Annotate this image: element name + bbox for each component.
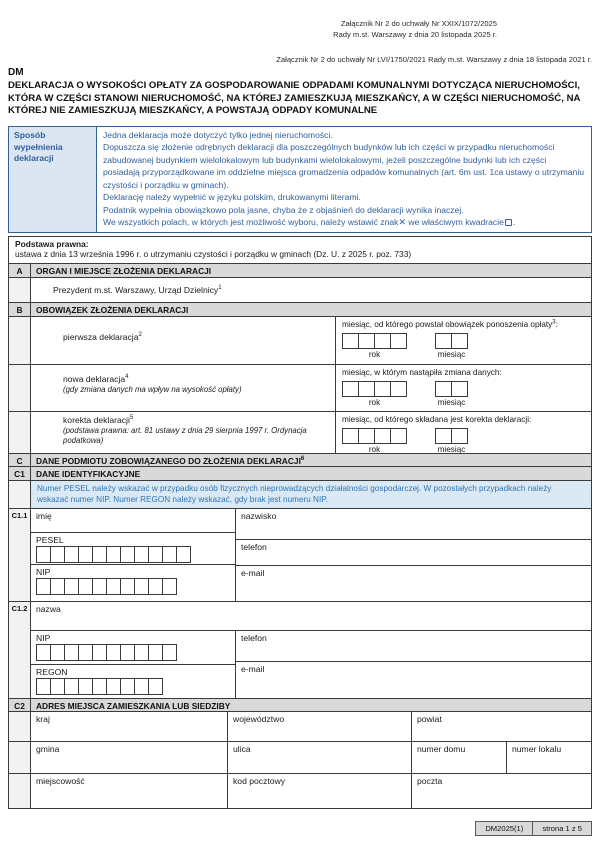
section-b-header	[9, 302, 591, 316]
new-declaration-date-label: miesiąc, w którym nastąpiła zmiana danych:	[342, 368, 502, 377]
correction-month-boxes[interactable]	[435, 428, 468, 444]
section-c2-title: ADRES MIEJSCA ZAMIESZKANIA LUB SIEDZIBY	[36, 701, 231, 711]
section-c2-header	[9, 698, 591, 711]
section-a-empty-cell	[9, 278, 31, 302]
form-id-badge: DM2025(1)	[475, 821, 533, 836]
page-number-badge: strona 1 z 5	[532, 821, 592, 836]
street-field[interactable]: ulica	[227, 742, 411, 773]
c11-code: C1.1	[9, 509, 31, 601]
first-declaration-option[interactable]: pierwsza deklaracja$^2$	[31, 317, 336, 364]
company-email-field[interactable]: e-mail	[236, 661, 591, 698]
pesel-note-row	[9, 480, 591, 508]
attachment-note-1-line1: Załącznik Nr 2 do uchwały Nr XXIX/1072/2025	[340, 19, 497, 28]
attachment-note-1-line2: Rady m.st. Warszawy z dnia 20 listopada 2025 r.	[333, 29, 497, 39]
instructions-text	[97, 127, 591, 232]
instructions-line-3: Deklarację należy wypełnić w języku polskim, drukowanymi literami.	[103, 192, 361, 203]
section-b-letter: B	[9, 303, 31, 316]
section-c2-letter: C2	[9, 699, 31, 711]
company-nip-boxes[interactable]	[36, 644, 235, 661]
instructions-line-2: Dopuszcza się złożenie odrębnych deklaracji dla poszczególnych budynków lub ich części w przypadku nieruchomości zabudowanej budynkiem wielolokalowym lub budynkami wielolokalowymi, jeżeli poszczególne budynki lub ich części posiadają przyporządkowane im oddzielne miejsca gromadzenia odpadów komunalnych (art. 6m ust. 1ca ustawy o utrzymaniu czystości i porządku w gminach).	[103, 142, 585, 190]
company-identification-block	[9, 601, 591, 698]
instructions-line-4: Podatnik wypełnia obowiązkowo pola jasne, chyba że z objaśnień do deklaracji wynika inaczej.	[103, 204, 464, 215]
address-row-1	[9, 711, 591, 741]
section-c-header	[9, 453, 591, 466]
nip-boxes[interactable]	[36, 578, 235, 595]
checkbox-icon	[505, 219, 512, 226]
pesel-boxes[interactable]	[36, 546, 235, 563]
email-field[interactable]: e-mail	[236, 565, 591, 601]
last-name-field[interactable]: nazwisko	[241, 511, 277, 521]
c12-code: C1.2	[9, 602, 31, 698]
new-declaration-year-boxes[interactable]	[342, 381, 407, 397]
page-title: DEKLARACJA O WYSOKOŚCI OPŁATY ZA GOSPODAROWANIE ODPADAMI KOMUNALNYMI DOTYCZĄCA NIERUCHOMOŚCI, KTÓRA W CZĘŚCI STANOWI NIERUCHOMOŚĆ, NA KTÓREJ ZAMIESZKUJĄ MIESZKAŃCY, A W CZĘŚCI NIERUCHOMOŚĆ, NA KTÓREJ NIE ZAMIESZKUJĄ MIESZKAŃCY, A POWSTAJĄ ODPADY KOMUNALNE	[8, 80, 581, 117]
address-row-3	[9, 773, 591, 808]
month-label: miesiąc	[437, 444, 466, 454]
year-label: rok	[368, 397, 381, 407]
company-name-field[interactable]: nazwa	[36, 604, 61, 614]
correction-year-boxes[interactable]	[342, 428, 407, 444]
legal-basis-label: Podstawa prawna:	[15, 239, 89, 249]
x-mark-icon: ✕	[398, 217, 407, 228]
country-field[interactable]: kraj	[36, 714, 50, 724]
first-declaration-month-boxes[interactable]	[435, 333, 468, 349]
section-a-letter: A	[9, 264, 31, 277]
form-code: DM	[8, 67, 24, 78]
instructions-box	[8, 126, 592, 233]
month-label: miesiąc	[437, 349, 466, 359]
instructions-line-5: We wszystkich polach, w których jest możliwość wyboru, należy wstawić znak✕ we właściwym kwadracie .	[103, 217, 516, 228]
instructions-label: Sposób wypełnienia deklaracji	[9, 127, 97, 232]
new-declaration-month-boxes[interactable]	[435, 381, 468, 397]
apartment-number-field[interactable]: numer lokalu	[506, 742, 593, 773]
regon-field[interactable]: REGON	[31, 664, 235, 698]
year-label: rok	[368, 444, 381, 454]
legal-basis-row	[9, 237, 591, 263]
section-c1-title: DANE IDENTYFIKACYJNE	[36, 469, 141, 479]
nip-field[interactable]: NIP	[31, 564, 235, 601]
company-nip-field[interactable]: NIP	[31, 631, 235, 664]
company-phone-field[interactable]: telefon	[241, 633, 267, 643]
declaration-form	[8, 236, 592, 809]
postal-code-field[interactable]: kod pocztowy	[227, 774, 411, 808]
correction-declaration-option[interactable]: korekta deklaracji$^5$ (podstawa prawna: art. 81 ustawy z dnia 29 sierpnia 1997 r. Ordynacja podatkowa)	[31, 412, 336, 453]
first-declaration-year-boxes[interactable]	[342, 333, 407, 349]
section-c-title: DANE PODMIOTU ZOBOWIĄZANEGO DO ZŁOŻENIA DEKLARACJI$^6$	[36, 456, 305, 466]
person-identification-block	[9, 508, 591, 601]
county-field[interactable]: powiat	[411, 712, 591, 741]
legal-basis-text: ustawa z dnia 13 września 1996 r. o utrzymaniu czystości i porządku w gminach (Dz. U. z 2025 r. poz. 733)	[15, 249, 412, 259]
correction-date-label: miesiąc, od którego składana jest korekta deklaracji:	[342, 415, 532, 424]
section-c-letter: C	[9, 454, 31, 466]
voivodeship-field[interactable]: województwo	[227, 712, 411, 741]
section-b-title: OBOWIĄZEK ZŁOŻENIA DEKLARACJI	[36, 305, 189, 315]
attachment-note-1	[333, 19, 497, 40]
attachment-note-2: Załącznik Nr 2 do uchwały Nr LVI/1750/2021 Rady m.st. Warszawy z dnia 18 listopada 2021 r.	[276, 55, 592, 64]
correction-declaration-row	[9, 411, 591, 453]
pesel-field[interactable]: PESEL	[31, 532, 235, 565]
new-declaration-option[interactable]: nowa deklaracja$^4$ (gdy zmiana danych ma wpływ na wysokość opłaty)	[31, 365, 336, 411]
page-footer	[476, 821, 592, 836]
new-declaration-row	[9, 364, 591, 411]
section-c1-letter: C1	[9, 467, 31, 480]
section-a-header	[9, 263, 591, 277]
first-declaration-date-label: miesiąc, od którego powstał obowiązek ponoszenia opłaty$^3$:	[342, 319, 558, 329]
municipality-field[interactable]: gmina	[36, 744, 60, 754]
section-c1-header	[9, 466, 591, 480]
first-name-field[interactable]: imię	[36, 511, 52, 521]
year-label: rok	[368, 349, 381, 359]
city-field[interactable]: miejscowość	[36, 776, 85, 786]
section-a-title: ORGAN I MIEJSCE ZŁOŻENIA DEKLARACJI	[36, 266, 212, 276]
first-declaration-row	[9, 316, 591, 364]
regon-boxes[interactable]	[36, 678, 235, 695]
post-office-field[interactable]: poczta	[411, 774, 591, 808]
pesel-note-text: Numer PESEL należy wskazać w przypadku osób fizycznych nieprowadzących działalności gospodarczej. W pozostałych przypadkach należy wskazać numer NIP. Numer REGON należy wskazać, gdy brak jest numeru NIP.	[31, 481, 591, 508]
authority-text: Prezydent m.st. Warszawy, Urząd Dzielnicy$^1$	[53, 285, 222, 295]
address-row-2	[9, 741, 591, 773]
house-number-field[interactable]: numer domu	[411, 742, 506, 773]
month-label: miesiąc	[437, 397, 466, 407]
section-a-content-row	[9, 277, 591, 302]
phone-field[interactable]: telefon	[236, 539, 591, 566]
instructions-line-1: Jedna deklaracja może dotyczyć tylko jednej nieruchomości.	[103, 130, 333, 140]
